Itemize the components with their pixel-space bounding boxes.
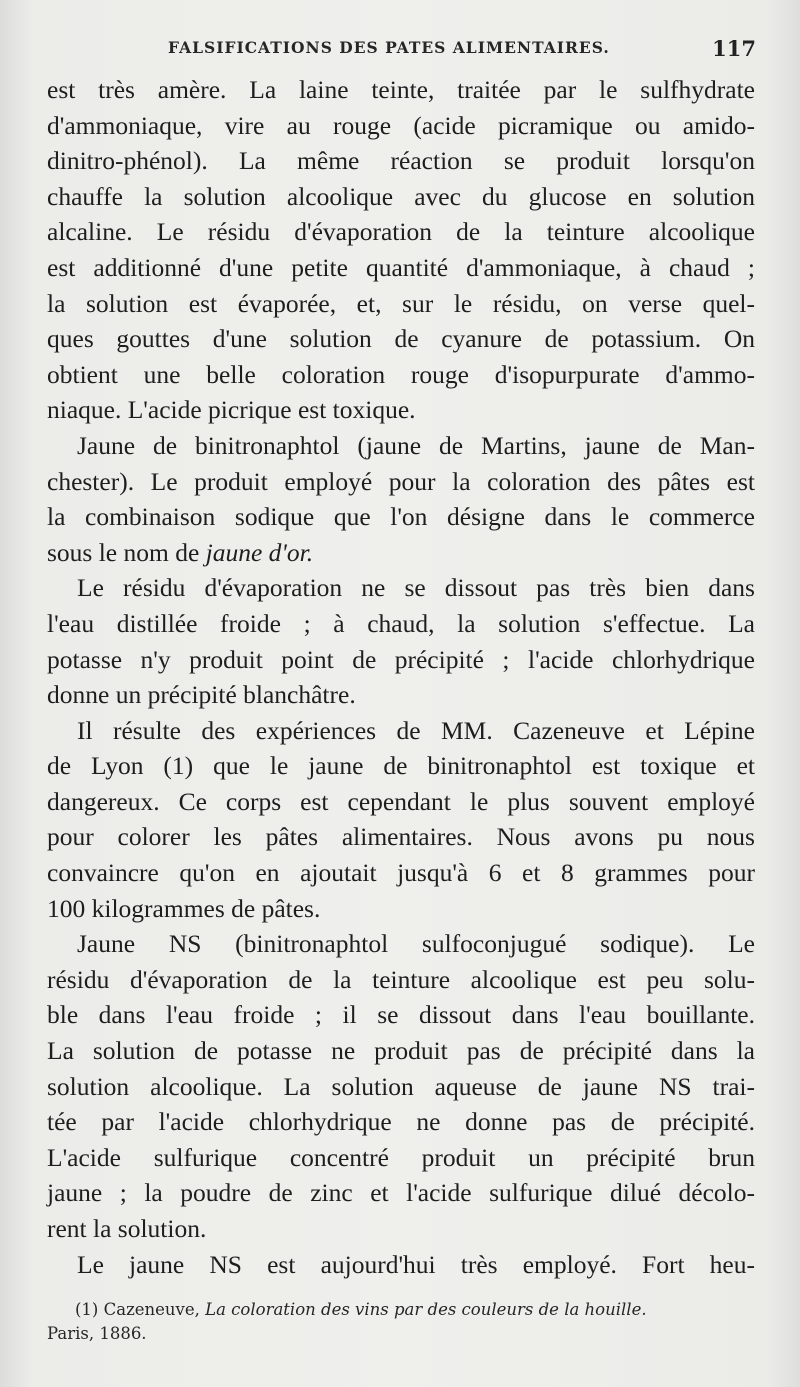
text-line: l'eau distillée froide ; à chaud, la solution s'effectue. La [47, 608, 755, 638]
text-line: la solution est évaporée, et, sur le résidu, on verse quel- [47, 288, 755, 318]
text-line: est additionné d'une petite quantité d'ammoniaque, à chaud ; [47, 252, 755, 282]
text-line: tée par l'acide chlorhydrique ne donne pas de précipité. [47, 1107, 755, 1137]
text-line: de Lyon (1) que le jaune de binitronaphtol est toxique et [47, 751, 755, 781]
page-number: 117 [712, 36, 756, 61]
footnote [47, 1298, 755, 1346]
footnote-line: Paris, 1886. [47, 1324, 147, 1343]
text-line: ques gouttes d'une solution de cyanure de potassium. On [47, 324, 755, 354]
text-line: ble dans l'eau froide ; il se dissout dans l'eau bouillante. [47, 1000, 755, 1030]
page-header [150, 36, 756, 64]
text-line: dinitro-phénol). La même réaction se produit lorsqu'on [47, 146, 755, 176]
text-line: potasse n'y produit point de précipité ; l'acide chlorhydrique [47, 644, 755, 674]
text-line: jaune ; la poudre de zinc et l'acide sulfurique dilué décolo- [47, 1178, 755, 1208]
footnote-author: (1) Cazeneuve, [75, 1300, 200, 1319]
text-line: convaincre qu'on en ajoutait jusqu'à 6 et 8 grammes pour [47, 858, 755, 888]
footnote-line [47, 1298, 755, 1322]
text-line: Il résulte des expériences de MM. Cazeneuve et Lépine [77, 715, 755, 745]
text-line: La solution de potasse ne produit pas de précipité dans la [47, 1036, 755, 1066]
footnote-title: La coloration des vins par des couleurs de la houille. [205, 1300, 647, 1319]
text-line: Jaune de binitronaphtol (jaune de Martins, jaune de Man- [77, 430, 755, 460]
text-line: chester). Le produit employé pour la coloration des pâtes est [47, 466, 755, 496]
text-line: d'ammoniaque, vire au rouge (acide picramique ou amido- [47, 110, 755, 140]
text-line-with-italic [47, 535, 755, 571]
italic-term: jaune d'or. [205, 537, 314, 567]
text-line: 100 kilogrammes de pâtes. [47, 893, 321, 923]
text-line: L'acide sulfurique concentré produit un précipité brun [47, 1142, 755, 1172]
text-line: obtient une belle coloration rouge d'isopurpurate d'ammo- [47, 359, 755, 389]
text-line: Jaune NS (binitronaphtol sulfoconjugué sodique). Le [77, 929, 755, 959]
text-line: la combinaison sodique que l'on désigne dans le commerce [47, 502, 755, 532]
text-line: résidu d'évaporation de la teinture alcoolique est peu solu- [47, 964, 755, 994]
text-line: rent la solution. [47, 1214, 207, 1243]
text-run: sous le nom de [47, 537, 200, 567]
text-line: est très amère. La laine teinte, traitée par le sulfhydrate [47, 75, 755, 104]
text-line: alcaline. Le résidu d'évaporation de la teinture alcoolique [47, 217, 755, 247]
text-line: pour colorer les pâtes alimentaires. Nous avons pu nous [47, 822, 755, 852]
text-line: Le jaune NS est aujourd'hui très employé. Fort heu- [77, 1249, 755, 1279]
text-line: chauffe la solution alcoolique avec du glucose en solution [47, 181, 755, 211]
body-text [47, 72, 755, 1282]
text-line: Le résidu d'évaporation ne se dissout pas très bien dans [77, 573, 755, 603]
text-line: solution alcoolique. La solution aqueuse de jaune NS trai- [47, 1071, 755, 1101]
text-line: donne un précipité blanchâtre. [47, 680, 356, 710]
text-line: dangereux. Ce corps est cependant le plus souvent employé [47, 786, 755, 816]
text-line: niaque. L'acide picrique est toxique. [47, 395, 416, 425]
running-title: FALSIFICATIONS DES PATES ALIMENTAIRES. [168, 38, 610, 57]
